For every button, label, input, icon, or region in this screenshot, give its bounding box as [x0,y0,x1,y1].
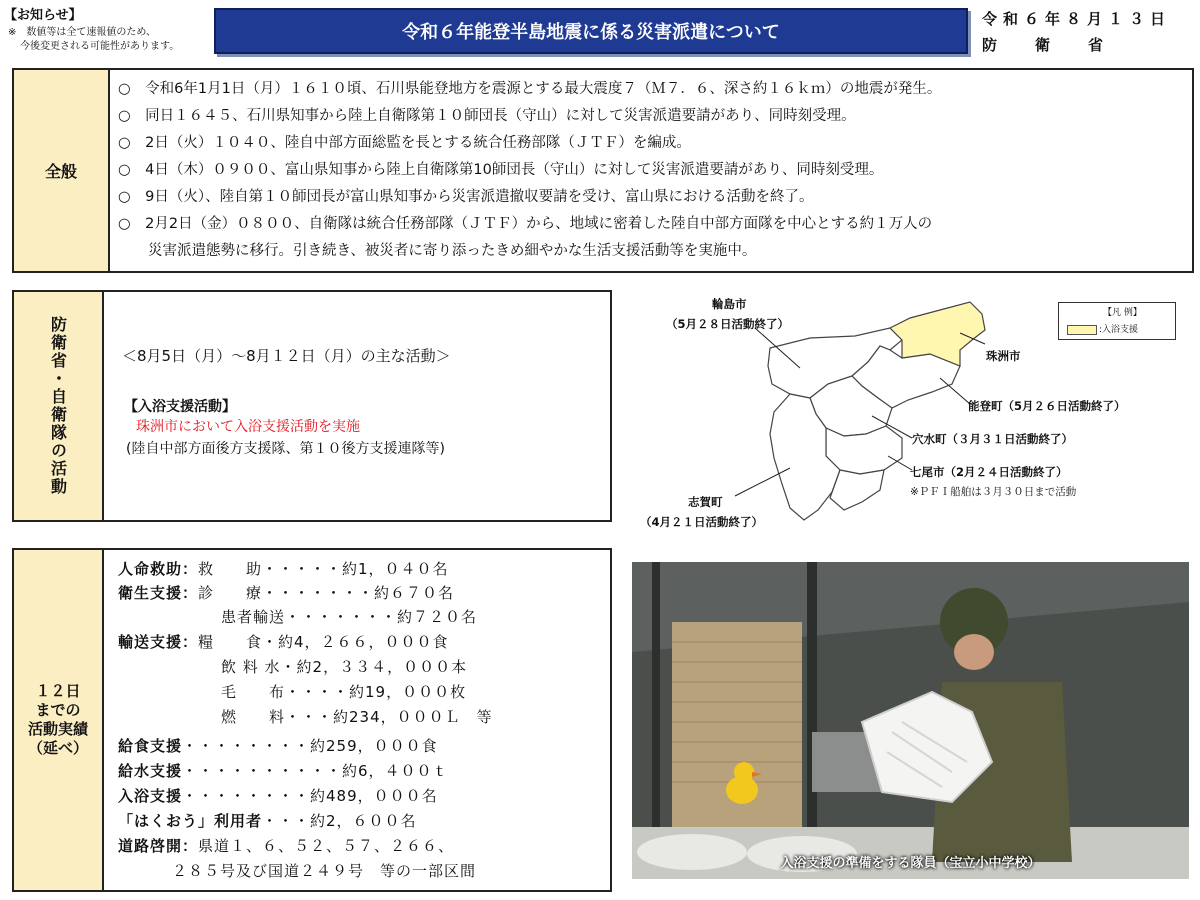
general-item-text: ○ 2日（火）１０４０、陸自中部方面総監を長とする統合任務部隊（ＪＴＦ）を編成。 [118,135,691,151]
result-value: 患者輸送・・・・・・・約７２０名 [221,608,478,626]
wajima-status: （5月２８日活動終了） [666,317,790,331]
result-category: 入浴支援 [118,787,183,805]
result-value: ・・・・・・・・・・約6，４００ｔ [182,762,449,780]
result-row [118,835,454,856]
result-row [118,631,449,652]
general-item [118,130,1186,157]
result-value: 糧 食・約4，２６６，０００食 [198,633,449,651]
notice-note-line-1: ※ 数値等は全て速報値のため、 [8,27,156,38]
result-value: 診 療・・・・・・・約６７０名 [198,584,455,602]
general-item-text: ○ 4日（木）０９００、富山県知事から陸上自衛隊第10師団長（守山）に対して災害派遣要請があり、同時刻受理。 [118,162,884,178]
results-label-line: 活動実績 [27,720,88,738]
result-row [118,760,449,781]
noto-town-status: 能登町（5月２６日活動終了） [968,399,1126,413]
bath-support-heading: 【入浴支援活動】 [124,399,236,415]
date-text: 令和６年８月１３日 [982,10,1172,28]
notice-note [8,26,223,54]
activities-label-text: 防衛省・自衛隊の活動 [48,316,68,496]
result-value: ２８５号及び国道２４９号 等の一部区間 [172,862,477,880]
legend-title: 【凡 例】 [1103,308,1142,318]
notice-note-line-2: 今後変更される可能性があります。 [20,41,180,52]
general-list [118,76,1186,265]
shika-name: 志賀町 [688,495,723,509]
page-title-text: 令和６年能登半島地震に係る災害派遣について [402,22,780,43]
leader-noto [940,378,970,404]
results-label-line: １２日 [35,682,81,700]
general-label-text: 全般 [44,162,77,181]
results-label-text [28,682,88,758]
legend-swatch [1067,325,1097,335]
result-row [118,735,438,756]
photo-caption: 入浴支援の準備をする隊員（宝立小中学校） [780,856,1041,871]
result-row [221,606,477,627]
legend-label: :入浴支援 [1099,325,1139,335]
anamizu-town-status: 穴水町（３月３１日活動終了） [912,432,1073,446]
result-row [172,860,476,881]
general-item [118,184,1186,211]
result-value: 県道１、６、５２、５７、２６６、 [198,837,455,855]
ministry-name: 防衛省 [982,36,1142,54]
result-category: 給水支援 [118,762,183,780]
general-label [14,70,110,271]
result-value: ・・・約2，６００名 [262,812,417,830]
general-item [118,211,1186,265]
result-category: 給食支援 [118,737,183,755]
activity-period: ＜8月5日（月）～8月１２日（月）の主な活動＞ [122,347,451,365]
result-row [221,706,493,727]
result-value: ・・・・・・・・約489，０００名 [182,787,438,805]
results-label-line: までの [35,701,81,719]
bath-support-description: 珠洲市において入浴支援活動を実施 [136,419,360,435]
result-row [118,810,417,831]
results-label [14,550,104,890]
page-title [214,8,968,54]
nanao-city-status: 七尾市（2月２４日活動終了） [910,465,1068,479]
photo-scene [632,562,1189,879]
activities-section [12,290,612,522]
map-region-south [830,470,884,510]
result-value: 毛 布・・・・約19，０００枚 [221,683,467,701]
results-label-line: （延べ） [27,739,88,757]
general-item-text: ○ 9日（火）、陸自第１０師団長が富山県知事から災害派遣撤収要請を受け、富山県における活動を終了。 [118,189,814,205]
shika-status: （4月２１日活動終了） [640,515,764,529]
wajima-name: 輪島市 [712,297,747,311]
suzu-name: 珠洲市 [986,349,1021,363]
result-value: 飲 料 水・約2，３３４，０００本 [221,658,468,676]
result-value: 救 助・・・・・約1，０４０名 [198,560,449,578]
date-block [982,6,1171,58]
general-item [118,103,1186,130]
result-category: 人命救助： [118,560,199,578]
result-row [221,681,466,702]
result-category: 道路啓開： [118,837,199,855]
general-item [118,76,1186,103]
result-category: 「はくおう」利用者 [118,812,263,830]
general-item-text: ○ 令和6年1月1日（月）１６１０頃、石川県能登地方を震源とする最大震度７（Ｍ７．６、深さ約１６ｋｍ）の地震が発生。 [118,81,942,97]
nanao-note: ※ＰＦＩ船舶は３月３０日まで活動 [910,486,1077,498]
result-value: 燃 料・・・約234，０００Ｌ 等 [221,708,493,726]
bath-support-units: (陸自中部方面後方支援隊、第１０後方支援連隊等) [126,441,445,457]
activity-photo [632,562,1189,879]
result-value: ・・・・・・・・約259，０００食 [182,737,438,755]
result-row [118,582,454,603]
general-item-text: ○ 同日１６４５、石川県知事から陸上自衛隊第１０師団長（守山）に対して災害派遣要請があり、同時刻受理。 [118,108,856,124]
map-region-suzu [890,302,985,366]
general-section [12,68,1194,273]
result-category: 輸送支援： [118,633,199,651]
map-legend [1058,302,1176,340]
general-item-text: ○ 2月2日（金）０８００、自衛隊は統合任務部隊（ＪＴＦ）から、地域に密着した陸自中部方面隊を中心とする約１万人の [118,216,933,232]
result-row [118,558,449,579]
notice-tag: 【お知らせ】 [4,8,82,23]
result-row [221,656,467,677]
noto-map [640,288,1188,538]
general-item-continuation: 災害派遣態勢に移行。引き続き、被災者に寄り添ったきめ細やかな生活支援活動等を実施中。 [148,243,757,259]
result-row [118,785,438,806]
activities-label [14,292,104,520]
result-category: 衛生支援： [118,584,199,602]
general-item [118,157,1186,184]
